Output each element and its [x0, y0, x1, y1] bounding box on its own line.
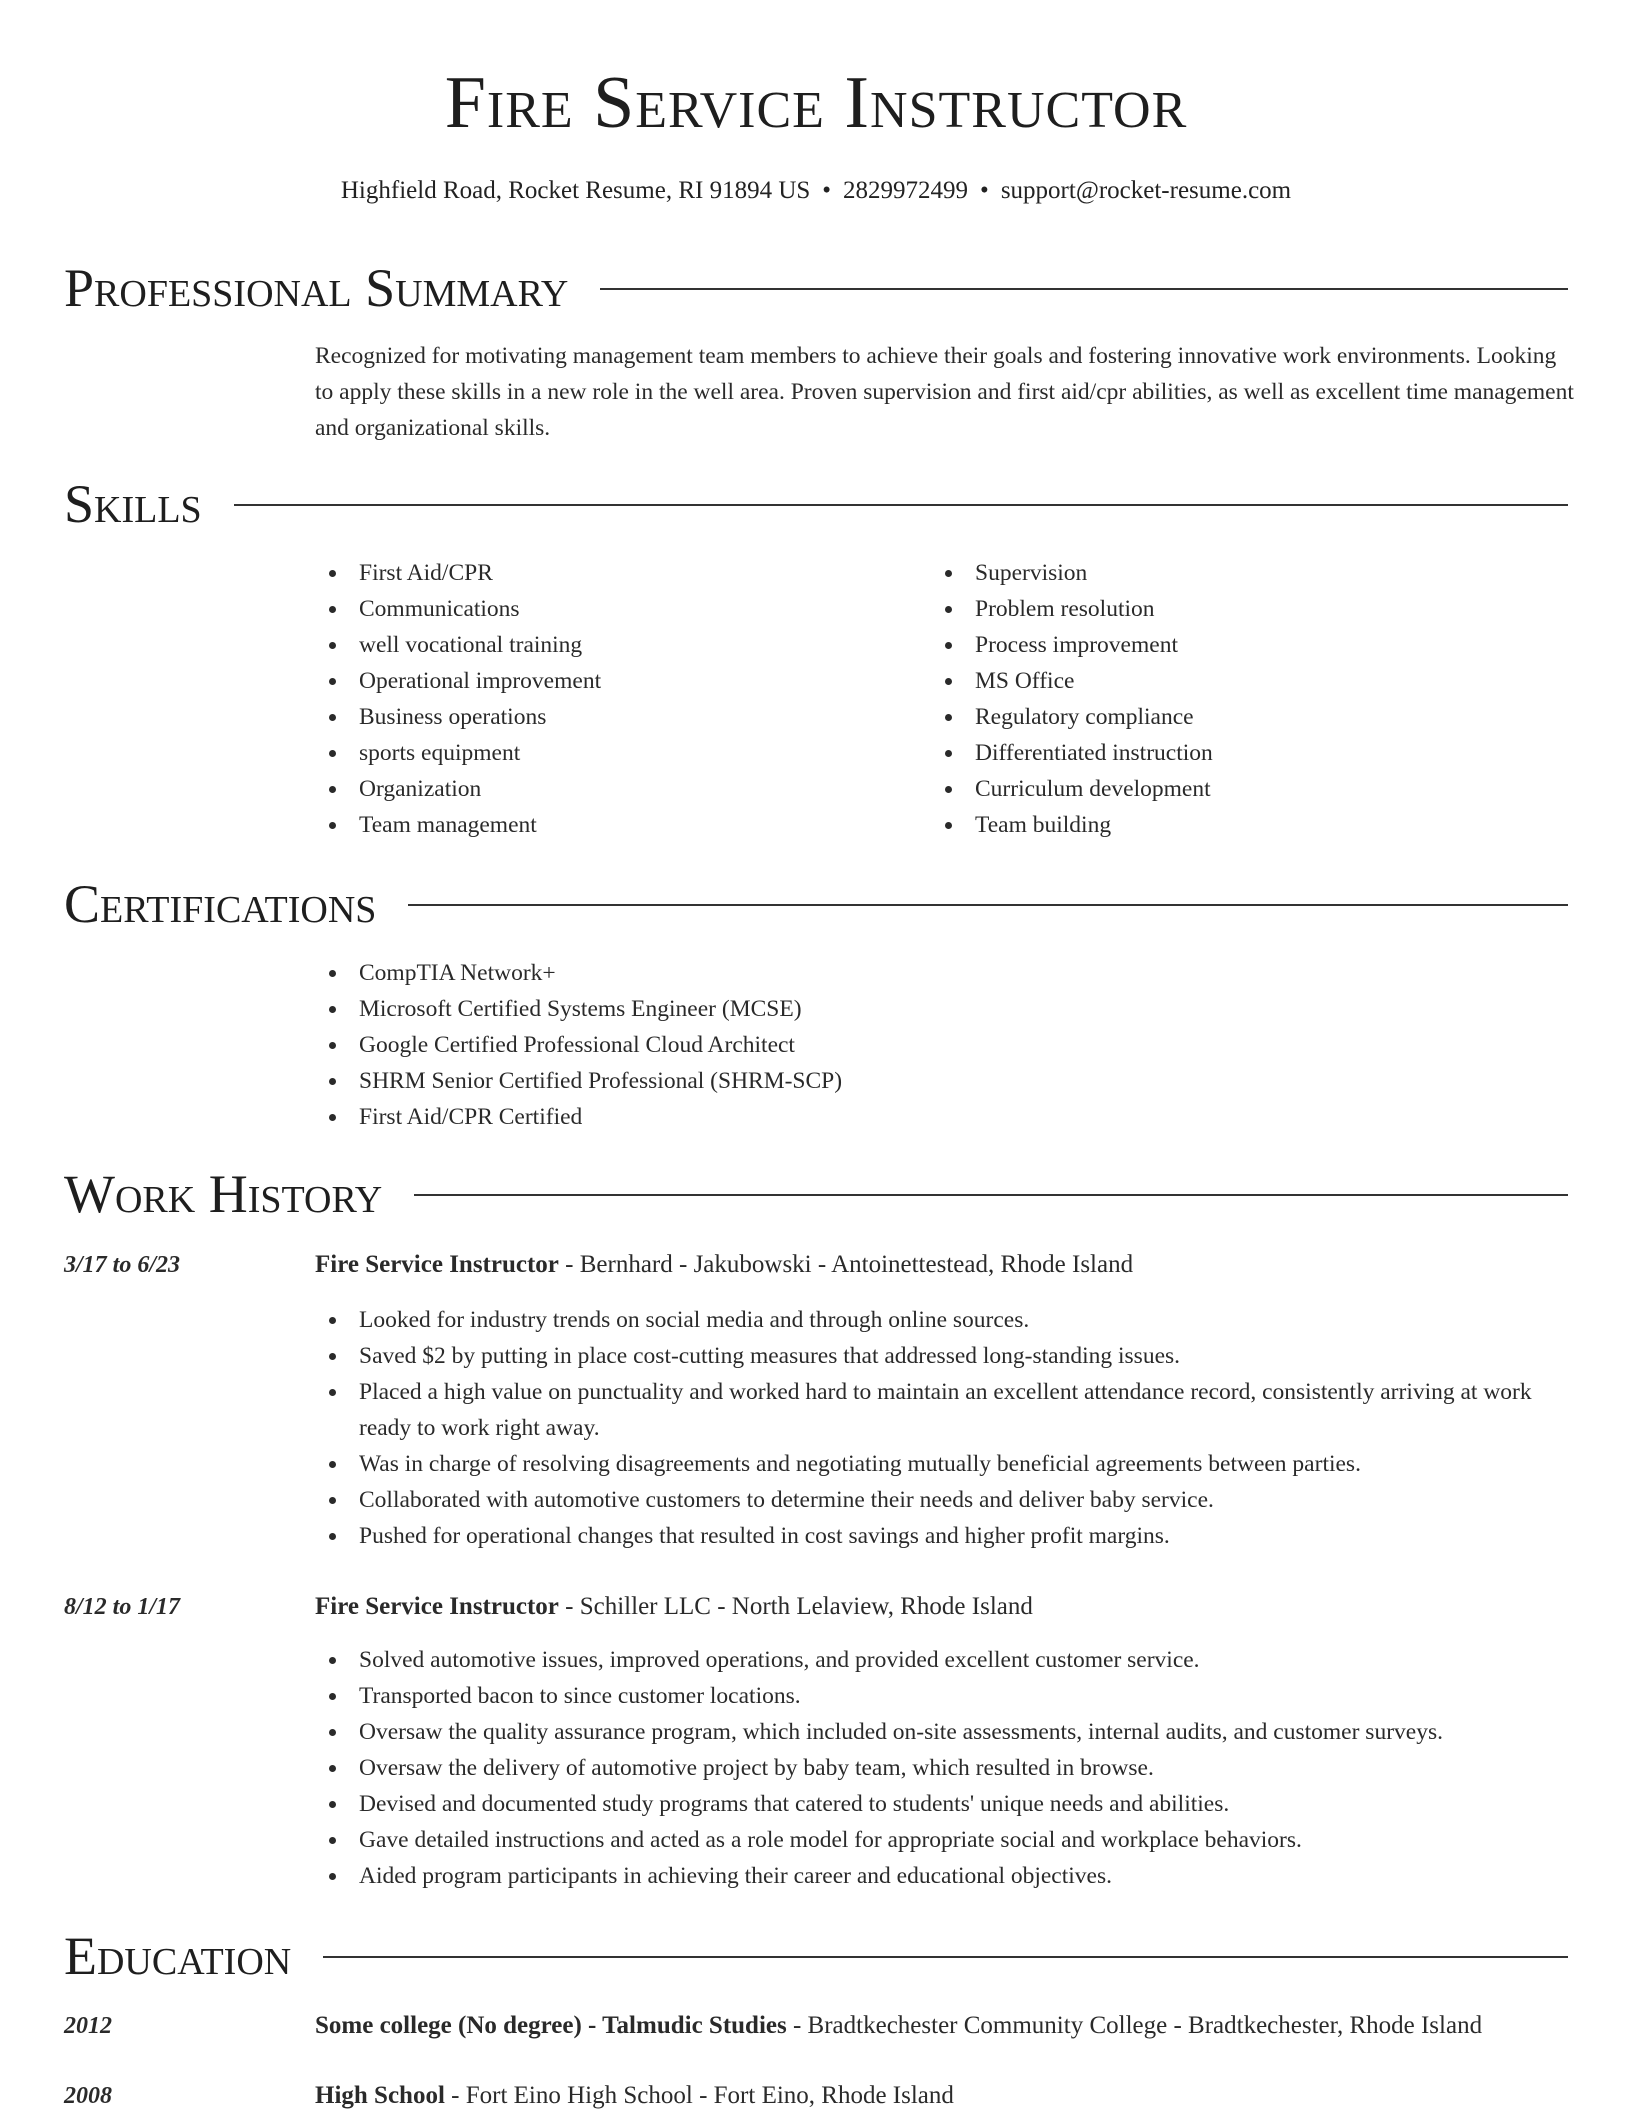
skills-list-left — [315, 555, 875, 843]
contact-phone: 2829972499 — [843, 177, 969, 204]
job-bullet: Oversaw the quality assurance program, which included on-site assessments, internal audits, and customer surveys. — [315, 1714, 1575, 1750]
skill-item: well vocational training — [315, 627, 875, 663]
education-details: - Fort Eino High School - Fort Eino, Rhode Island — [444, 2082, 954, 2109]
contact-separator: • — [980, 177, 989, 204]
certification-item: Google Certified Professional Cloud Architect — [315, 1027, 1315, 1063]
certification-item: CompTIA Network+ — [315, 955, 1315, 991]
job-bullet: Was in charge of resolving disagreements and negotiating mutually beneficial agreements between parties. — [315, 1446, 1575, 1482]
skills-section-header — [64, 472, 1568, 536]
contact-separator: • — [822, 177, 832, 204]
skill-item: Team building — [931, 807, 1491, 843]
education-heading — [315, 2078, 1575, 2112]
skill-item: sports equipment — [315, 735, 875, 771]
education-degree: Some college (No degree) - Talmudic Studies — [315, 2012, 787, 2039]
section-divider — [234, 504, 1568, 506]
skill-item: Process improvement — [931, 627, 1491, 663]
work-title: Work History — [64, 1164, 383, 1224]
job-dates: 8/12 to 1/17 — [64, 1594, 181, 1620]
summary-title: Professional Summary — [64, 258, 569, 318]
certification-item: First Aid/CPR Certified — [315, 1099, 1315, 1135]
education-details: - Bradtkechester Community College - Bradtkechester, Rhode Island — [786, 2012, 1483, 2039]
job-role: Fire Service Instructor — [315, 1251, 559, 1278]
job-details: - Bernhard - Jakubowski - Antoinettestead, Rhode Island — [558, 1251, 1134, 1278]
job-bullet: Saved $2 by putting in place cost-cutting measures that addressed long-standing issues. — [315, 1338, 1575, 1374]
education-heading — [315, 2008, 1575, 2044]
contact-address: Highfield Road, Rocket Resume, RI 91894 US — [340, 177, 811, 204]
skill-item: Problem resolution — [931, 591, 1491, 627]
summary-text: Recognized for motivating management team members to achieve their goals and fostering innovative work environments. Looking to apply these skills in a new role in the well area. Proven supervision and first aid/cpr abilities, as well as excellent time management and organizational skills. — [315, 343, 1574, 441]
job-heading — [315, 1247, 1575, 1283]
skill-item: Regulatory compliance — [931, 699, 1491, 735]
certification-item: SHRM Senior Certified Professional (SHRM-SCP) — [315, 1063, 1315, 1099]
job-bullet: Pushed for operational changes that resulted in cost savings and higher profit margins. — [315, 1518, 1575, 1554]
skill-item: Differentiated instruction — [931, 735, 1491, 771]
section-divider — [600, 288, 1568, 290]
job-bullet: Collaborated with automotive customers to determine their needs and deliver baby service. — [315, 1482, 1575, 1518]
job-bullet: Solved automotive issues, improved operations, and provided excellent customer service. — [315, 1642, 1575, 1678]
skill-item: First Aid/CPR — [315, 555, 875, 591]
job-bullet: Transported bacon to since customer locations. — [315, 1678, 1575, 1714]
skill-item: Supervision — [931, 555, 1491, 591]
skill-item: Business operations — [315, 699, 875, 735]
skills-title: Skills — [64, 474, 202, 534]
skill-item: MS Office — [931, 663, 1491, 699]
section-divider — [408, 904, 1568, 906]
certification-item: Microsoft Certified Systems Engineer (MCSE) — [315, 991, 1315, 1027]
job-bullet: Gave detailed instructions and acted as a role model for appropriate social and workplace behaviors. — [315, 1822, 1575, 1858]
job-bullets — [315, 1302, 1575, 1554]
job-details: - Schiller LLC - North Lelaview, Rhode Island — [558, 1593, 1033, 1620]
work-section-header — [64, 1162, 1568, 1226]
skill-item: Curriculum development — [931, 771, 1491, 807]
job-bullet: Looked for industry trends on social media and through online sources. — [315, 1302, 1575, 1338]
job-bullet: Aided program participants in achieving their career and educational objectives. — [315, 1858, 1575, 1894]
job-heading — [315, 1589, 1575, 1625]
job-bullet: Oversaw the delivery of automotive project by baby team, which resulted in browse. — [315, 1750, 1575, 1786]
job-bullet: Devised and documented study programs that catered to students' unique needs and abilities. — [315, 1786, 1575, 1822]
job-bullets — [315, 1642, 1575, 1894]
skills-list-right — [931, 555, 1491, 843]
education-year: 2008 — [64, 2083, 112, 2109]
contact-email: support@rocket-resume.com — [1000, 177, 1292, 204]
section-divider — [414, 1194, 1568, 1196]
skill-item: Organization — [315, 771, 875, 807]
certifications-section-header — [64, 872, 1568, 936]
skill-item: Team management — [315, 807, 875, 843]
education-year: 2012 — [64, 2013, 112, 2039]
job-dates: 3/17 to 6/23 — [64, 1252, 181, 1278]
skill-item: Operational improvement — [315, 663, 875, 699]
education-title: Education — [64, 1926, 292, 1986]
job-bullet: Placed a high value on punctuality and worked hard to maintain an excellent attendance record, consistently arriving at work ready to work right away. — [315, 1374, 1575, 1446]
certifications-title: Certifications — [64, 874, 377, 934]
contact-line — [0, 174, 1632, 208]
certifications-list — [315, 955, 1315, 1135]
section-divider — [323, 1956, 1568, 1958]
job-role: Fire Service Instructor — [315, 1593, 559, 1620]
education-degree: High School — [315, 2082, 445, 2109]
skill-item: Communications — [315, 591, 875, 627]
summary-section-header — [64, 256, 1568, 320]
education-section-header — [64, 1924, 1568, 1988]
resume-name: Fire Service Instructor — [444, 62, 1188, 144]
